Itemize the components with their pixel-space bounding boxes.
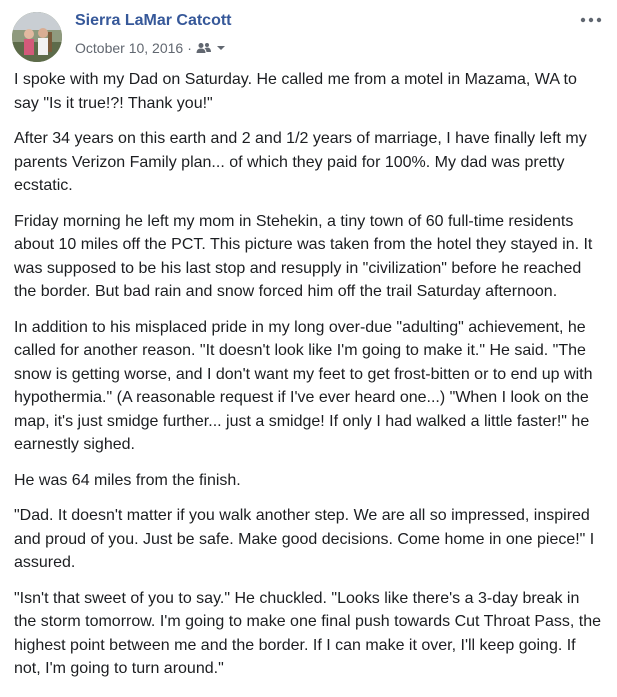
post-header	[12, 8, 605, 64]
avatar[interactable]	[12, 12, 62, 62]
post-paragraph: "Dad. It doesn't matter if you walk another step. We are all so impressed, inspired and proud of you. Just be safe. Make good decisions. Come home in one piece!" I assured.	[14, 507, 595, 571]
ellipsis-icon	[580, 17, 602, 23]
author-name[interactable]: Sierra LaMar Catcott	[75, 12, 232, 29]
avatar-photo	[12, 12, 62, 62]
post-paragraph: After 34 years on this earth and 2 and 1/2 years of marriage, I have finally left my parents Verizon Family plan... of which they paid for 100%. My dad was pretty ecstatic.	[14, 130, 587, 194]
chevron-down-icon[interactable]	[216, 44, 226, 52]
meta-separator: ·	[187, 40, 192, 56]
more-options-button[interactable]	[577, 10, 605, 30]
friends-icon[interactable]	[196, 42, 212, 54]
post-meta	[75, 40, 226, 56]
post-paragraph: In addition to his misplaced pride in my long over-due "adulting" achievement, he called for another reason. "It doesn't look like I'm going to make it." He said. "The snow is getting worse, and I don't want my feet to get frost-bitten or to end up with hypothermia." (A reasonable request if I've ever heard one...) "When I look on the map, it's just smidge further... just a smidge! If only I had walked a little faster!" he earnestly sighed.	[14, 318, 593, 453]
post-paragraph: Friday morning he left my mom in Stehekin, a tiny town of 60 full-time residents about 10 miles off the PCT. This picture was taken from the hotel they stayed in. It was supposed to be his last stop and resupply in "civilization" before he reached the border. But bad rain and snow forced him off the trail Saturday afternoon.	[14, 212, 593, 300]
post-body	[14, 68, 603, 693]
post-paragraph: He was 64 miles from the finish.	[14, 471, 241, 489]
post-paragraph: "Isn't that sweet of you to say." He chuckled. "Looks like there's a 3-day break in the storm tomorrow. I'm going to make one final push towards Cut Throat Pass, the highest point between me and the border. If I can make it over, I'll keep going. If not, I'm going to turn around."	[14, 589, 602, 677]
post-paragraph: I spoke with my Dad on Saturday. He called me from a motel in Mazama, WA to say "Is it true!?! Thank you!"	[14, 71, 577, 112]
post-date[interactable]: October 10, 2016	[75, 40, 184, 56]
